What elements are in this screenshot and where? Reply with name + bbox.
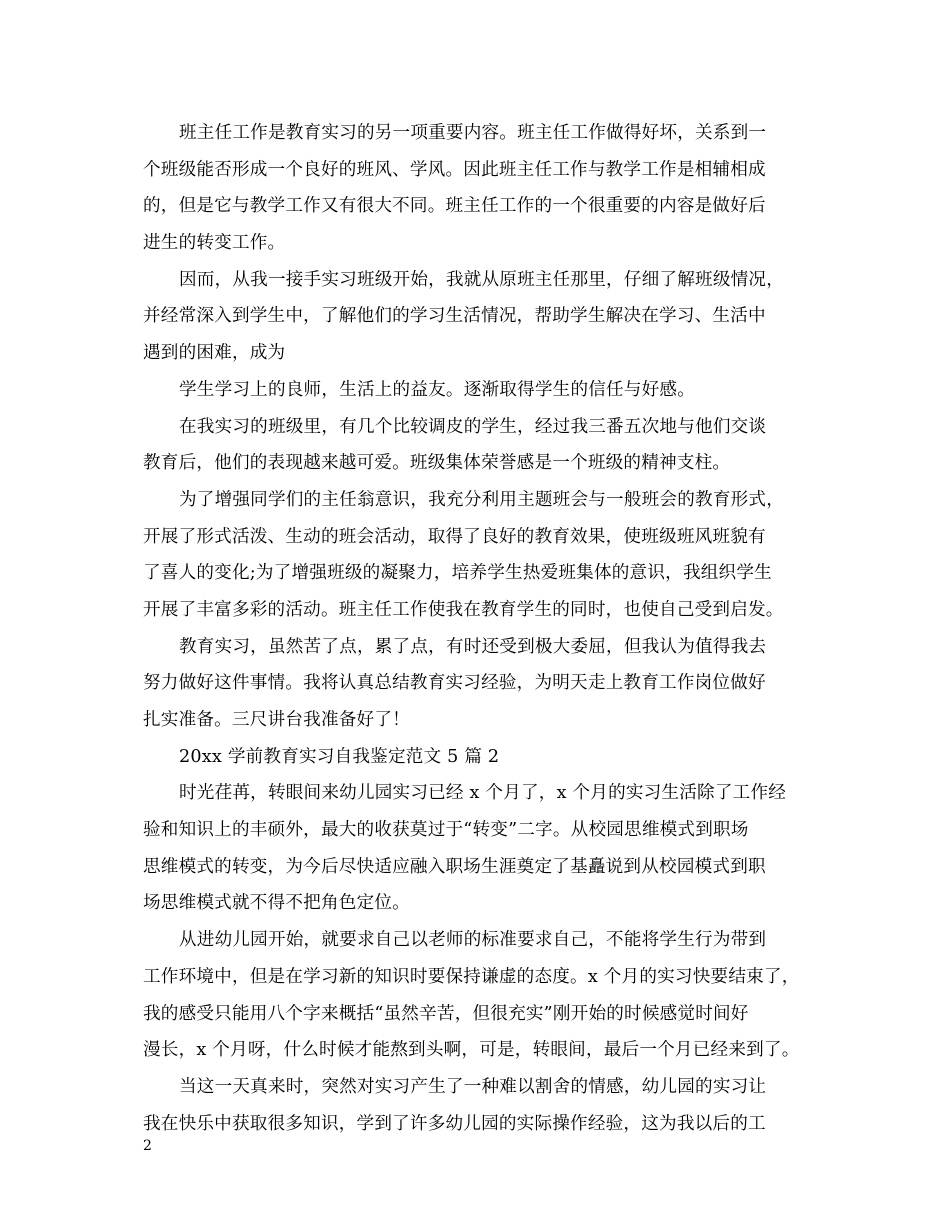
text-line: 场思维模式就不得不把角色定位。 bbox=[143, 893, 410, 914]
text-line: 验和知识上的丰硕外，最大的收获莫过于“转变”二字。从校园思维模式到职场 bbox=[143, 820, 749, 841]
text-line: 思维模式的转变，为今后尽快适应融入职场生涯奠定了基矗说到从校园模式到职 bbox=[143, 856, 766, 877]
text-line: 时光荏苒，转眼间来幼儿园实习已经 x 个月了，x 个月的实习生活除了工作经 bbox=[179, 783, 787, 804]
text-line: 进生的转变工作。 bbox=[143, 233, 286, 254]
text-line: 开展了形式活泼、生动的班会活动，取得了良好的教育效果，使班级班风班貌有 bbox=[143, 526, 766, 547]
text-line: 扎实准备。三尺讲台我准备好了！ bbox=[143, 710, 410, 730]
text-line: 班主任工作是教育实习的另一项重要内容。班主任工作做得好坏，关系到一 bbox=[179, 123, 767, 143]
text-line: 从进幼儿园开始，就要求自己以老师的标准要求自己，不能将学生行为带到 bbox=[179, 930, 767, 951]
text-line: 个班级能否形成一个良好的班风、学风。因此班主任工作与教学工作是相辅相成 bbox=[143, 159, 766, 180]
text-line: 并经常深入到学生中，了解他们的学习生活情况，帮助学生解决在学习、生活中 bbox=[143, 306, 766, 327]
text-line: 工作环境中，但是在学习新的知识时要保持谦虚的态度。x 个月的实习快要结束了， bbox=[143, 966, 800, 987]
page-number: 2 bbox=[143, 1138, 152, 1154]
text-line: 当这一天真来时，突然对实习产生了一种难以割舍的情感，幼儿园的实习让 bbox=[179, 1076, 767, 1097]
text-line: 教育后，他们的表现越来越可爱。班级集体荣誉感是一个班级的精神支柱。 bbox=[143, 453, 731, 474]
text-line: 的，但是它与教学工作又有很大不同。班主任工作的一个很重要的内容是做好后 bbox=[143, 196, 766, 217]
body-text bbox=[143, 115, 827, 1142]
text-line: 为了增强同学们的主任翁意识，我充分利用主题班会与一般班会的教育形式， bbox=[179, 489, 784, 510]
text-line: 努力做好这件事情。我将认真总结教育实习经验，为明天走上教育工作岗位做好 bbox=[143, 673, 766, 694]
text-line: 我在快乐中获取很多知识，学到了许多幼儿园的实际操作经验，这为我以后的工 bbox=[143, 1113, 766, 1134]
text-line: 遇到的困难，成为 bbox=[143, 343, 286, 364]
text-line: 开展了丰富多彩的活动。班主任工作使我在教育学生的同时，也使自己受到启发。 bbox=[143, 599, 784, 620]
text-line: 了喜人的变化;为了增强班级的凝聚力，培养学生热爱班集体的意识，我组织学生 bbox=[143, 563, 772, 584]
text-line: 漫长，x 个月呀，什么时候才能熬到头啊，可是，转眼间，最后一个月已经来到了。 bbox=[143, 1040, 800, 1061]
section-heading: 20xx 学前教育实习自我鉴定范文 5 篇 2 bbox=[179, 746, 500, 767]
text-line: 教育实习，虽然苦了点，累了点，有时还受到极大委屈，但我认为值得我去 bbox=[179, 636, 767, 657]
text-line: 因而，从我一接手实习班级开始，我就从原班主任那里，仔细了解班级情况， bbox=[179, 269, 784, 290]
text-line: 我的感受只能用八个字来概括“虽然辛苦，但很充实”刚开始的时候感觉时间好 bbox=[143, 1003, 749, 1024]
text-line: 在我实习的班级里，有几个比较调皮的学生，经过我三番五次地与他们交谈 bbox=[179, 416, 767, 437]
text-line: 学生学习上的良师，生活上的益友。逐渐取得学生的信任与好感。 bbox=[179, 379, 696, 400]
